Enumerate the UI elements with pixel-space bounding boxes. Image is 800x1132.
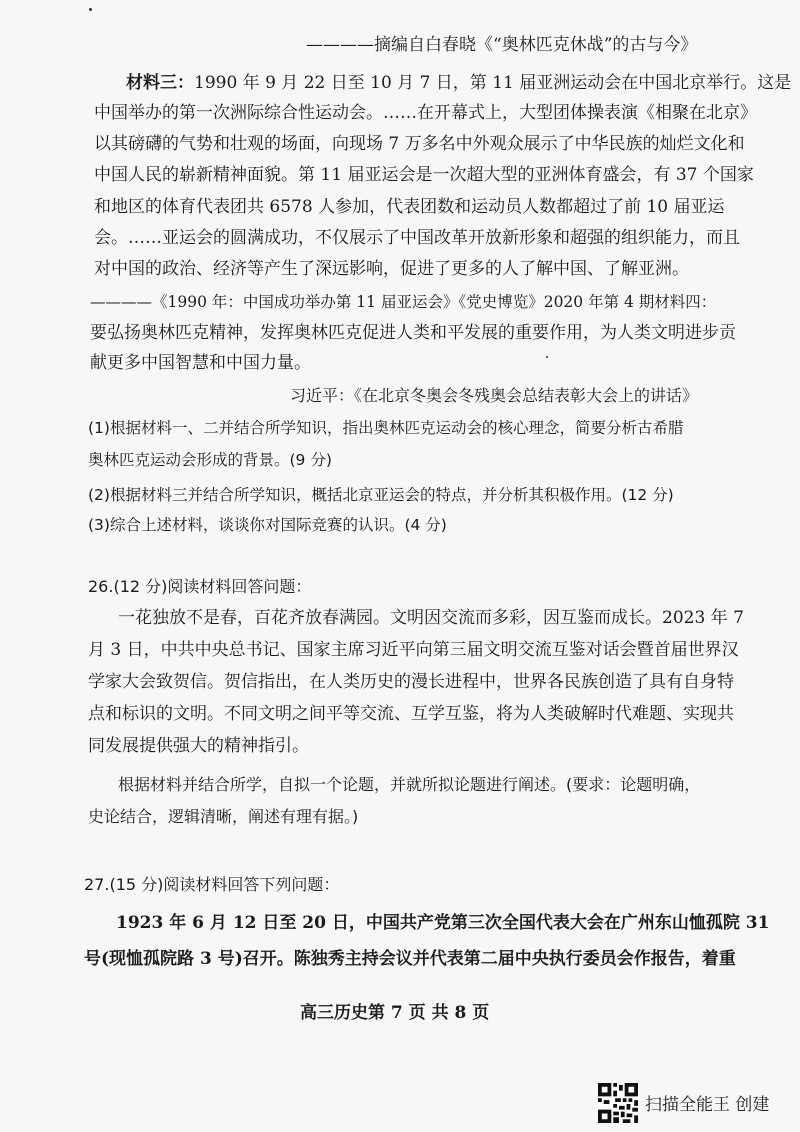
question-25-3: (3)综合上述材料，谈谈你对国际竞赛的认识。(4 分)	[88, 516, 447, 534]
scan-speck	[546, 356, 548, 358]
source-citation: ————摘编自白春晓《“奥林匹克休战”的古与今》	[306, 35, 698, 55]
q26-material-line: 点和标识的文明。不同文明之间平等交流、互学互鉴，将为人类破解时代难题、实现共	[88, 704, 734, 724]
question-25-2: (2)根据材料三并结合所学知识，概括北京亚运会的特点，并分析其积极作用。(12 分)	[88, 486, 674, 504]
q27-material-line: 1923 年 6 月 12 日至 20 日，中国共产党第三次全国代表大会在广州东山恤孤院 31	[116, 913, 770, 933]
q27-material-line: 号(现恤孤院路 3 号)召开。陈独秀主持会议并代表第二届中央执行委员会作报告，着重	[84, 949, 736, 969]
question-26-header: 26.(12 分)阅读材料回答问题：	[88, 577, 312, 596]
material3-source-and-material4-label: ————《1990 年：中国成功举办第 11 届亚运会》《党史博览》2020 年第 4 期材料四：	[90, 293, 717, 311]
scan-speck	[89, 8, 92, 11]
material3-line: 中国举办的第一次洲际综合性运动会。……在开幕式上，大型团体操表演《相聚在北京》	[94, 103, 757, 123]
q26-task-line: 根据材料并结合所学，自拟一个论题，并就所拟论题进行阐述。(要求：论题明确，	[118, 775, 701, 794]
q26-material-line: 同发展提供强大的精神指引。	[88, 736, 309, 756]
q26-material-line: 一花独放不是春，百花齐放春满园。文明因交流而多彩，因互鉴而成长。2023 年 7	[118, 608, 744, 628]
q26-material-line: 月 3 日，中共中央总书记、国家主席习近平向第三届文明交流互鉴对话会暨首届世界汉	[88, 640, 739, 660]
material3-line: 会。……亚运会的圆满成功，不仅展示了中国改革开放新形象和超强的组织能力，而且	[94, 228, 740, 248]
material3-label: 材料三：	[126, 73, 194, 93]
material3-line-1	[126, 70, 791, 96]
material4-line: 要弘扬奥林匹克精神，发挥奥林匹克促进人类和平发展的重要作用，为人类文明进步贡	[90, 323, 736, 343]
material3-line: 对中国的政治、经济等产生了深远影响，促进了更多的人了解中国、了解亚洲。	[94, 259, 689, 279]
material3-line: 和地区的体育代表团共 6578 人参加，代表团数和运动员人数都超过了前 10 届亚运	[94, 197, 725, 217]
material3-line: 中国人民的崭新精神面貌。第 11 届亚运会是一次超大型的亚洲体育盛会，有 37 个国家	[94, 165, 754, 185]
scanner-watermark-label: 扫描全能王 创建	[645, 1095, 770, 1115]
q26-material-line: 学家大会致贺信。贺信指出，在人类历史的漫长进程中，世界各民族创造了具有自身特	[88, 672, 734, 692]
question-25-1-cont: 奥林匹克运动会形成的背景。(9 分)	[88, 451, 332, 469]
qr-code-icon	[598, 1083, 638, 1123]
question-27-header: 27.(15 分)阅读材料回答下列问题：	[84, 875, 340, 894]
material3-line: 以其磅礴的气势和壮观的场面，向现场 7 万多名中外观众展示了中华民族的灿烂文化和	[94, 134, 745, 154]
scanner-watermark	[598, 1083, 783, 1121]
q26-task-line: 史论结合，逻辑清晰，阐述有理有据。)	[88, 807, 359, 826]
material3-text: 1990 年 9 月 22 日至 10 月 7 日，第 11 届亚洲运动会在中国北京举行。这是	[194, 73, 792, 93]
material4-source: 习近平：《在北京冬奥会冬残奥会总结表彰大会上的讲话》	[290, 386, 699, 405]
question-25-1: (1)根据材料一、二并结合所学知识，指出奥林匹克运动会的核心理念，简要分析古希腊	[88, 419, 684, 437]
material4-line: 献更多中国智慧和中国力量。	[90, 353, 311, 373]
page-footer: 高三历史第 7 页 共 8 页	[300, 1003, 490, 1023]
